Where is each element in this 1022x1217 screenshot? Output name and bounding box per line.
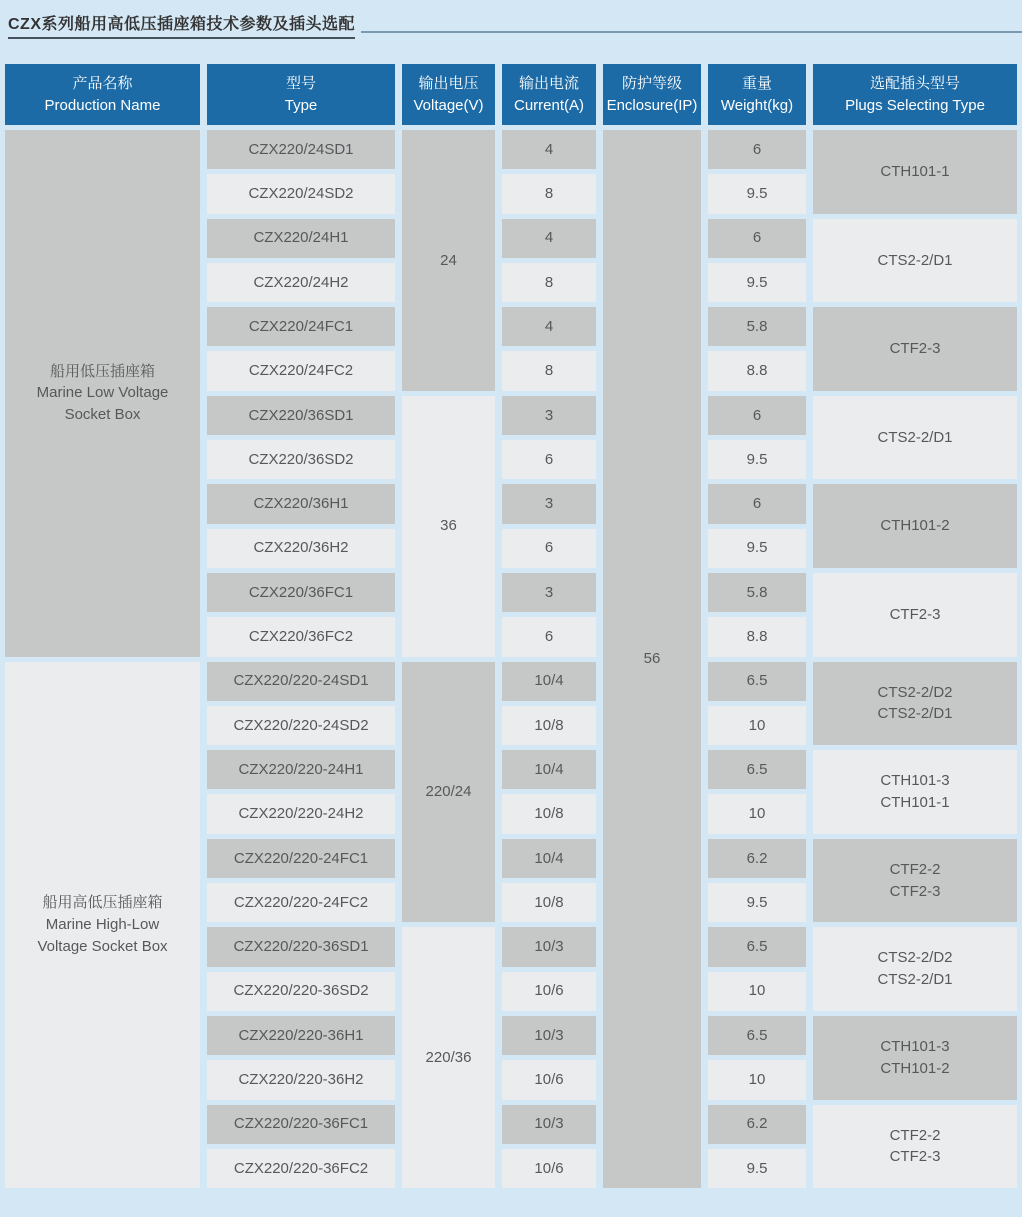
type-value: CZX220/220-24H2 [238,805,364,823]
weight-value: 9.5 [746,893,768,911]
type-value: CZX220/220-24SD2 [233,716,369,734]
current-cell [502,794,596,833]
header-label-en: Production Name [44,96,161,114]
plug-type-value: CTS2-2/D2 [877,683,953,701]
current-cell [502,706,596,745]
product-name-cell [5,130,200,657]
plug-type-value: CTF2-3 [889,340,941,358]
product-name-en: Marine Low Voltage [36,384,169,402]
plugs-cell [813,484,1017,568]
current-value: 3 [544,583,554,601]
weight-value: 6.5 [746,938,768,956]
column-header-production-name [5,64,200,125]
weight-cell [708,1105,806,1144]
plugs-cell [813,130,1017,214]
weight-value: 6.5 [746,760,768,778]
type-value: CZX220/36FC1 [248,583,354,601]
plug-type-value: CTH101-3 [880,1037,950,1055]
weight-value: 9.5 [746,273,768,291]
header-label-zh: 产品名称 [72,74,133,92]
weight-cell [708,219,806,258]
current-cell [502,883,596,922]
plug-type-value: CTH101-3 [880,772,950,790]
current-cell [502,662,596,701]
enclosure-cell [603,130,701,1188]
type-cell [207,396,395,435]
header-label-en: Voltage(V) [413,96,484,114]
column-header-weight [708,64,806,125]
current-value: 10/6 [534,1071,564,1088]
product-name-en: Socket Box [64,406,141,424]
current-cell [502,174,596,213]
weight-value: 9.5 [746,185,768,203]
plug-type-value: CTS2-2/D1 [877,428,953,446]
column-header-type [207,64,395,125]
type-value: CZX220/220-24SD1 [233,672,369,690]
type-value: CZX220/220-36H1 [238,1026,364,1044]
header-label-en: Current(A) [513,96,584,114]
product-name-en: Voltage Socket Box [37,937,168,955]
current-cell [502,440,596,479]
header-label-zh: 选配插头型号 [869,74,960,92]
type-value: CZX220/36H2 [253,539,349,557]
weight-cell [708,617,806,656]
current-value: 10/3 [534,938,564,956]
spec-table [5,64,1017,1188]
product-name-cell [5,662,200,1189]
plug-type-value: CTS2-2/D1 [877,251,953,269]
weight-cell [708,1016,806,1055]
current-cell [502,750,596,789]
weight-value: 10 [748,805,766,823]
header-label-zh: 输出电流 [518,74,579,92]
weight-value: 5.8 [746,583,768,601]
weight-cell [708,972,806,1011]
weight-value: 9.5 [746,1159,768,1177]
plugs-cell [813,839,1017,923]
type-value: CZX220/36FC2 [248,628,354,646]
plug-type-value: CTS2-2/D1 [877,705,953,723]
plugs-cell [813,1016,1017,1100]
current-cell [502,573,596,612]
weight-cell [708,396,806,435]
plug-type-value: CTH101-1 [880,162,950,180]
current-cell [502,1105,596,1144]
weight-cell [708,174,806,213]
type-value: CZX220/24SD1 [248,140,354,158]
type-value: CZX220/220-24FC1 [233,849,369,867]
plug-type-value: CTF2-2 [889,1126,941,1144]
current-value: 10/4 [534,672,564,690]
voltage-value: 220/24 [425,783,472,801]
plug-type-value: CTH101-2 [880,1059,950,1077]
plugs-cell [813,396,1017,480]
current-cell [502,130,596,169]
voltage-cell [402,130,495,391]
current-value: 10/4 [534,849,564,867]
current-cell [502,529,596,568]
type-cell [207,130,395,169]
type-cell [207,972,395,1011]
weight-cell [708,750,806,789]
current-value: 10/8 [534,805,564,823]
weight-value: 6 [752,229,762,247]
plugs-cell [813,1105,1017,1189]
type-cell [207,1060,395,1099]
plugs-cell [813,573,1017,657]
current-value: 6 [544,450,554,468]
plug-type-value: CTH101-2 [880,517,950,535]
weight-cell [708,351,806,390]
voltage-value: 36 [440,517,457,535]
weight-cell [708,529,806,568]
type-value: CZX220/36SD2 [248,450,354,468]
weight-cell [708,794,806,833]
type-value: CZX220/24H2 [253,273,349,291]
page-title: CZX系列船用高低压插座箱技术参数及插头选配 [8,11,355,39]
column-header-current [502,64,596,125]
weight-value: 8.8 [746,628,768,646]
type-cell [207,351,395,390]
plug-type-value: CTS2-2/D2 [877,949,953,967]
current-value: 8 [544,362,554,380]
weight-cell [708,1149,806,1188]
current-value: 10/8 [534,716,564,734]
weight-value: 6 [752,140,762,158]
current-cell [502,219,596,258]
plugs-cell [813,662,1017,746]
weight-value: 9.5 [746,450,768,468]
current-cell [502,263,596,302]
current-value: 3 [544,406,554,424]
type-cell [207,662,395,701]
type-value: CZX220/220-24FC2 [233,893,369,911]
enclosure-value: 56 [643,650,661,668]
type-value: CZX220/36SD1 [248,406,354,424]
product-name-zh: 船用高低压插座箱 [42,894,163,912]
type-cell [207,839,395,878]
weight-value: 6.5 [746,672,768,690]
current-value: 4 [544,229,554,247]
type-value: CZX220/220-36SD2 [233,982,369,1000]
weight-value: 6.5 [746,1026,768,1044]
weight-value: 9.5 [746,539,768,557]
type-value: CZX220/24FC1 [248,317,354,335]
type-cell [207,440,395,479]
weight-cell [708,706,806,745]
current-cell [502,1016,596,1055]
type-value: CZX220/220-36H2 [238,1071,364,1088]
type-value: CZX220/220-36SD1 [233,938,369,956]
type-value: CZX220/36H1 [253,495,349,513]
plug-type-value: CTS2-2/D1 [877,971,953,989]
type-cell [207,529,395,568]
type-value: CZX220/220-36FC1 [233,1115,369,1133]
current-value: 10/6 [534,1159,564,1177]
current-value: 10/8 [534,893,564,911]
weight-value: 6.2 [746,1115,768,1133]
type-value: CZX220/24FC2 [248,362,354,380]
type-cell [207,927,395,966]
weight-cell [708,307,806,346]
current-value: 10/3 [534,1026,564,1044]
weight-cell [708,662,806,701]
current-value: 8 [544,185,554,203]
type-value: CZX220/24SD2 [248,185,354,203]
weight-cell [708,573,806,612]
current-value: 10/6 [534,982,564,1000]
current-cell [502,396,596,435]
plugs-cell [813,750,1017,834]
type-value: CZX220/220-36FC2 [233,1159,369,1177]
type-cell [207,750,395,789]
weight-cell [708,130,806,169]
header-label-en: Plugs Selecting Type [845,96,985,114]
column-header-plugs [813,64,1017,125]
weight-value: 8.8 [746,362,768,380]
current-value: 10/3 [534,1115,564,1133]
plugs-cell [813,219,1017,303]
header-label-en: Type [284,96,318,114]
type-cell [207,219,395,258]
type-cell [207,573,395,612]
type-cell [207,484,395,523]
plug-type-value: CTF2-2 [889,860,941,878]
weight-cell [708,484,806,523]
title-underline-rule [361,31,1022,33]
type-cell [207,174,395,213]
header-label-en: Enclosure(IP) [606,96,698,114]
weight-value: 10 [748,1071,766,1088]
type-cell [207,883,395,922]
weight-value: 6 [752,495,762,513]
type-cell [207,1105,395,1144]
current-cell [502,484,596,523]
current-cell [502,839,596,878]
weight-cell [708,440,806,479]
product-name-en: Marine High-Low [45,915,160,933]
weight-cell [708,1060,806,1099]
type-value: CZX220/24H1 [253,229,349,247]
type-cell [207,706,395,745]
weight-value: 10 [748,716,766,734]
weight-cell [708,883,806,922]
header-label-en: Weight(kg) [720,96,794,114]
voltage-cell [402,396,495,657]
current-cell [502,307,596,346]
header-label-zh: 重量 [741,74,772,92]
type-cell [207,1149,395,1188]
type-cell [207,263,395,302]
header-label-zh: 输出电压 [418,74,479,92]
current-cell [502,1149,596,1188]
current-value: 4 [544,317,554,335]
weight-cell [708,263,806,302]
current-value: 4 [544,140,554,158]
voltage-value: 24 [440,251,457,269]
plug-type-value: CTF2-3 [889,882,941,900]
type-value: CZX220/220-24H1 [238,760,364,778]
plugs-cell [813,927,1017,1011]
weight-value: 6.2 [746,849,768,867]
current-value: 8 [544,273,554,291]
current-cell [502,972,596,1011]
voltage-cell [402,662,495,923]
column-header-voltage [402,64,495,125]
column-header-enclosure [603,64,701,125]
type-cell [207,307,395,346]
title-row [0,0,1022,39]
current-value: 6 [544,539,554,557]
current-cell [502,1060,596,1099]
plug-type-value: CTF2-3 [889,605,941,623]
current-cell [502,351,596,390]
current-value: 3 [544,495,554,513]
weight-cell [708,839,806,878]
current-cell [502,927,596,966]
plug-type-value: CTF2-3 [889,1148,941,1166]
current-value: 6 [544,628,554,646]
weight-value: 6 [752,406,762,424]
type-cell [207,1016,395,1055]
voltage-cell [402,927,495,1188]
weight-value: 10 [748,982,766,1000]
voltage-value: 220/36 [425,1048,472,1066]
plugs-cell [813,307,1017,391]
type-cell [207,617,395,656]
current-cell [502,617,596,656]
type-cell [207,794,395,833]
current-value: 10/4 [534,760,564,778]
header-label-zh: 防护等级 [621,74,682,92]
header-label-zh: 型号 [285,74,316,92]
weight-cell [708,927,806,966]
weight-value: 5.8 [746,317,768,335]
product-name-zh: 船用低压插座箱 [49,362,155,380]
plug-type-value: CTH101-1 [880,793,950,811]
